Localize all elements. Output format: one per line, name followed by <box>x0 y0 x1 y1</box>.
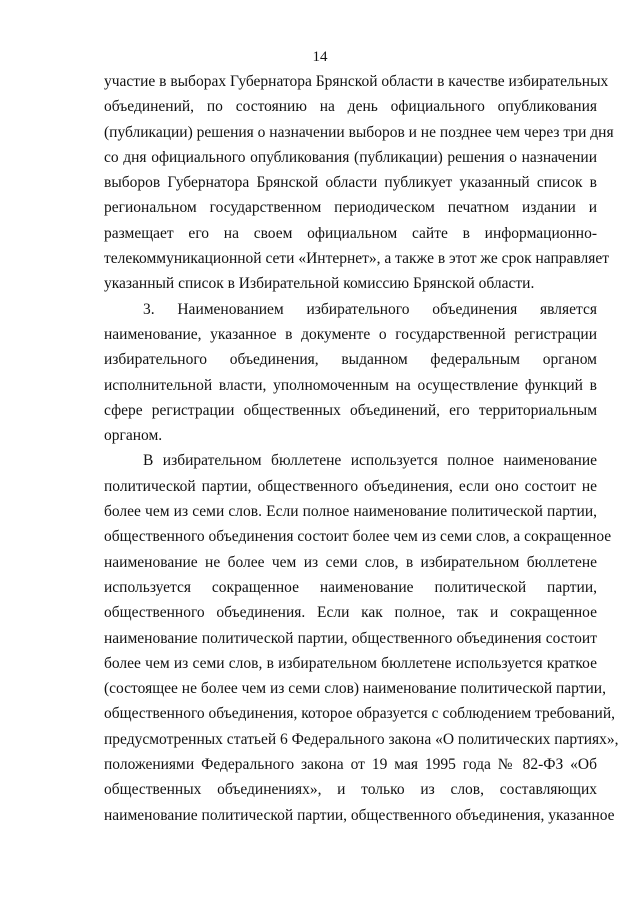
text-line: исполнительной власти, уполномоченным на осуществление функций в <box>104 376 597 394</box>
text-line: положениями Федерального закона от 19 мая 1995 года № 82-ФЗ «Об <box>104 756 597 774</box>
paragraph-3 <box>104 448 619 827</box>
paragraph-1 <box>104 69 614 297</box>
text-line: телекоммуникационной сети «Интернет», а также в этот же срок направляет <box>104 250 609 268</box>
text-line: общественных объединениях», и только из слов, составляющих <box>104 781 597 799</box>
text-line: В избирательном бюллетене используется полное наименование <box>143 452 597 470</box>
text-line: региональном государственном периодическом печатном издании и <box>104 199 597 217</box>
text-line: общественного объединения, которое образуется с соблюдением требований, <box>104 705 616 723</box>
text-line: указанный список в Избирательной комиссию Брянской области. <box>104 275 535 293</box>
text-line: предусмотренных статьей 6 Федерального закона «О политических партиях», <box>104 730 619 748</box>
text-line: наименование, указанное в документе о государственной регистрации <box>104 325 597 343</box>
text-line: участие в выборах Губернатора Брянской области в качестве избирательных <box>104 73 609 90</box>
page-number: 14 <box>312 49 328 65</box>
text-line: сфере регистрации общественных объединений, его территориальным <box>104 401 597 419</box>
text-line: 3. Наименованием избирательного объединения является <box>143 300 597 318</box>
text-line: со дня официального опубликования (публикации) решения о назначении <box>104 148 597 166</box>
text-line: наименование не более чем из семи слов, в избирательном бюллетене <box>104 553 597 571</box>
text-line: выборов Губернатора Брянской области публикует указанный список в <box>104 174 597 192</box>
text-line: общественного объединения. Если как полное, так и сокращенное <box>104 604 597 622</box>
text-line: политической партии, общественного объединения, если оно состоит не <box>104 477 597 495</box>
text-line: органом. <box>104 427 163 445</box>
text-line: (состоящее не более чем из семи слов) наименование политической партии, <box>104 680 606 698</box>
text-line: более чем из семи слов. Если полное наименование политической партии, <box>104 503 597 521</box>
text-line: наименование политической партии, общественного объединения, указанное <box>104 806 615 824</box>
text-line: (публикации) решения о назначении выборов и не позднее чем через три дня <box>104 123 614 141</box>
text-line: избирательного объединения, выданном федеральным органом <box>104 351 597 369</box>
text-line: наименование политической партии, общественного объединения состоит <box>104 629 597 647</box>
document-body <box>104 69 619 828</box>
paragraph-2 <box>104 297 597 449</box>
text-line: объединений, по состоянию на день официального опубликования <box>104 98 597 116</box>
text-line: размещает его на своем официальном сайте в информационно- <box>104 224 597 242</box>
text-line: общественного объединения состоит более чем из семи слов, а сокращенное <box>104 528 612 546</box>
text-line: используется сокращенное наименование политической партии, <box>104 578 597 596</box>
text-line: более чем из семи слов, в избирательном бюллетене используется краткое <box>104 654 597 672</box>
